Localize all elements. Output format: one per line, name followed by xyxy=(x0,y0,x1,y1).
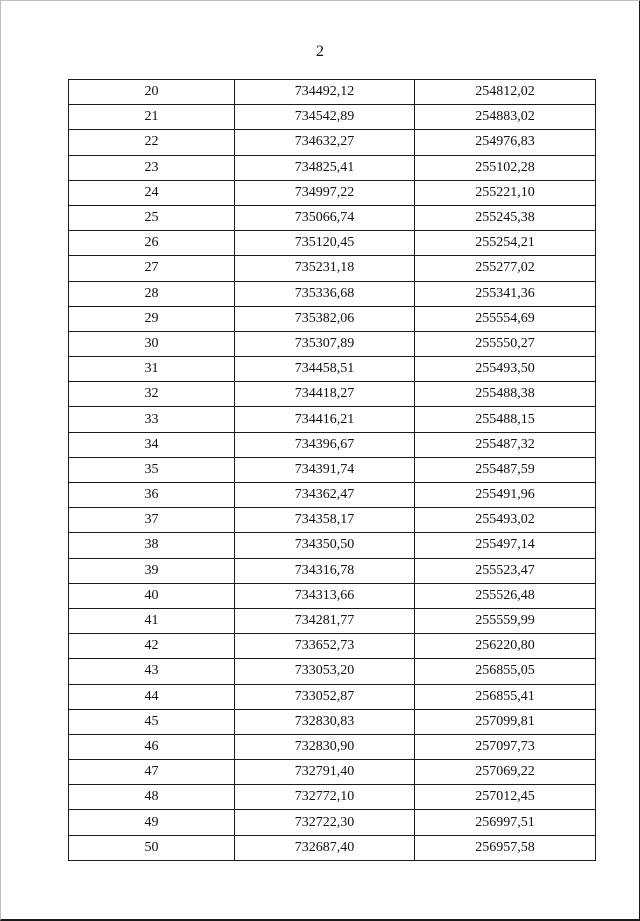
x-coordinate-cell: 734492,12 xyxy=(235,80,415,105)
table-row xyxy=(69,180,596,205)
table-row xyxy=(69,205,596,230)
x-coordinate-cell: 734632,27 xyxy=(235,130,415,155)
x-coordinate-cell: 735231,18 xyxy=(235,256,415,281)
x-coordinate-cell: 734825,41 xyxy=(235,155,415,180)
x-coordinate-cell: 735382,06 xyxy=(235,306,415,331)
table-row xyxy=(69,533,596,558)
y-coordinate-cell: 256957,58 xyxy=(415,835,596,860)
y-coordinate-cell: 254812,02 xyxy=(415,80,596,105)
y-coordinate-cell: 255277,02 xyxy=(415,256,596,281)
table-row xyxy=(69,306,596,331)
table-row xyxy=(69,734,596,759)
x-coordinate-cell: 733053,20 xyxy=(235,659,415,684)
point-number-cell: 30 xyxy=(69,331,235,356)
x-coordinate-cell: 734391,74 xyxy=(235,457,415,482)
x-coordinate-cell: 735066,74 xyxy=(235,205,415,230)
x-coordinate-cell: 733052,87 xyxy=(235,684,415,709)
y-coordinate-cell: 257099,81 xyxy=(415,709,596,734)
y-coordinate-cell: 254883,02 xyxy=(415,105,596,130)
point-number-cell: 43 xyxy=(69,659,235,684)
x-coordinate-cell: 732791,40 xyxy=(235,760,415,785)
table-row xyxy=(69,583,596,608)
table-row xyxy=(69,457,596,482)
point-number-cell: 25 xyxy=(69,205,235,230)
point-number-cell: 35 xyxy=(69,457,235,482)
y-coordinate-cell: 255523,47 xyxy=(415,558,596,583)
table-row xyxy=(69,608,596,633)
table-row xyxy=(69,508,596,533)
point-number-cell: 39 xyxy=(69,558,235,583)
point-number-cell: 45 xyxy=(69,709,235,734)
x-coordinate-cell: 735307,89 xyxy=(235,331,415,356)
table-row xyxy=(69,785,596,810)
x-coordinate-cell: 732830,83 xyxy=(235,709,415,734)
y-coordinate-cell: 255497,14 xyxy=(415,533,596,558)
table-row xyxy=(69,810,596,835)
y-coordinate-cell: 257097,73 xyxy=(415,734,596,759)
table-row xyxy=(69,357,596,382)
point-number-cell: 31 xyxy=(69,357,235,382)
point-number-cell: 44 xyxy=(69,684,235,709)
y-coordinate-cell: 255550,27 xyxy=(415,331,596,356)
x-coordinate-cell: 735120,45 xyxy=(235,231,415,256)
point-number-cell: 37 xyxy=(69,508,235,533)
y-coordinate-cell: 255526,48 xyxy=(415,583,596,608)
point-number-cell: 32 xyxy=(69,382,235,407)
point-number-cell: 23 xyxy=(69,155,235,180)
point-number-cell: 38 xyxy=(69,533,235,558)
y-coordinate-cell: 254976,83 xyxy=(415,130,596,155)
x-coordinate-cell: 734396,67 xyxy=(235,432,415,457)
x-coordinate-cell: 734316,78 xyxy=(235,558,415,583)
point-number-cell: 46 xyxy=(69,734,235,759)
table-row xyxy=(69,105,596,130)
point-number-cell: 36 xyxy=(69,483,235,508)
table-row xyxy=(69,709,596,734)
table-row xyxy=(69,256,596,281)
table-row xyxy=(69,432,596,457)
table-row xyxy=(69,760,596,785)
x-coordinate-cell: 734362,47 xyxy=(235,483,415,508)
y-coordinate-cell: 255245,38 xyxy=(415,205,596,230)
point-number-cell: 41 xyxy=(69,608,235,633)
point-number-cell: 42 xyxy=(69,634,235,659)
point-number-cell: 47 xyxy=(69,760,235,785)
point-number-cell: 22 xyxy=(69,130,235,155)
point-number-cell: 34 xyxy=(69,432,235,457)
x-coordinate-cell: 735336,68 xyxy=(235,281,415,306)
y-coordinate-cell: 255102,28 xyxy=(415,155,596,180)
point-number-cell: 27 xyxy=(69,256,235,281)
y-coordinate-cell: 255493,50 xyxy=(415,357,596,382)
x-coordinate-cell: 734313,66 xyxy=(235,583,415,608)
table-row xyxy=(69,80,596,105)
table-row xyxy=(69,281,596,306)
x-coordinate-cell: 732722,30 xyxy=(235,810,415,835)
x-coordinate-cell: 732830,90 xyxy=(235,734,415,759)
table-row xyxy=(69,634,596,659)
point-number-cell: 26 xyxy=(69,231,235,256)
y-coordinate-cell: 255341,36 xyxy=(415,281,596,306)
point-number-cell: 28 xyxy=(69,281,235,306)
point-number-cell: 29 xyxy=(69,306,235,331)
y-coordinate-cell: 255491,96 xyxy=(415,483,596,508)
table-row xyxy=(69,558,596,583)
point-number-cell: 20 xyxy=(69,80,235,105)
y-coordinate-cell: 255487,59 xyxy=(415,457,596,482)
table-row xyxy=(69,155,596,180)
table-row xyxy=(69,231,596,256)
y-coordinate-cell: 255488,38 xyxy=(415,382,596,407)
y-coordinate-cell: 255254,21 xyxy=(415,231,596,256)
y-coordinate-cell: 257012,45 xyxy=(415,785,596,810)
point-number-cell: 50 xyxy=(69,835,235,860)
point-number-cell: 21 xyxy=(69,105,235,130)
table-row xyxy=(69,130,596,155)
table-row xyxy=(69,835,596,860)
y-coordinate-cell: 255488,15 xyxy=(415,407,596,432)
x-coordinate-cell: 734416,21 xyxy=(235,407,415,432)
y-coordinate-cell: 256997,51 xyxy=(415,810,596,835)
point-number-cell: 24 xyxy=(69,180,235,205)
y-coordinate-cell: 255559,99 xyxy=(415,608,596,633)
table-row xyxy=(69,331,596,356)
y-coordinate-cell: 255221,10 xyxy=(415,180,596,205)
x-coordinate-cell: 734281,77 xyxy=(235,608,415,633)
x-coordinate-cell: 734458,51 xyxy=(235,357,415,382)
x-coordinate-cell: 732772,10 xyxy=(235,785,415,810)
point-number-cell: 48 xyxy=(69,785,235,810)
point-number-cell: 49 xyxy=(69,810,235,835)
table-row xyxy=(69,382,596,407)
table-row xyxy=(69,684,596,709)
x-coordinate-cell: 734358,17 xyxy=(235,508,415,533)
coordinates-table-body xyxy=(69,80,596,861)
table-row xyxy=(69,483,596,508)
y-coordinate-cell: 255554,69 xyxy=(415,306,596,331)
x-coordinate-cell: 734997,22 xyxy=(235,180,415,205)
page-number: 2 xyxy=(316,43,324,60)
x-coordinate-cell: 734418,27 xyxy=(235,382,415,407)
coordinates-table xyxy=(68,79,596,861)
x-coordinate-cell: 734350,50 xyxy=(235,533,415,558)
y-coordinate-cell: 256855,41 xyxy=(415,684,596,709)
x-coordinate-cell: 734542,89 xyxy=(235,105,415,130)
y-coordinate-cell: 257069,22 xyxy=(415,760,596,785)
table-row xyxy=(69,659,596,684)
table-row xyxy=(69,407,596,432)
y-coordinate-cell: 255493,02 xyxy=(415,508,596,533)
x-coordinate-cell: 732687,40 xyxy=(235,835,415,860)
point-number-cell: 33 xyxy=(69,407,235,432)
x-coordinate-cell: 733652,73 xyxy=(235,634,415,659)
y-coordinate-cell: 255487,32 xyxy=(415,432,596,457)
y-coordinate-cell: 256855,05 xyxy=(415,659,596,684)
y-coordinate-cell: 256220,80 xyxy=(415,634,596,659)
point-number-cell: 40 xyxy=(69,583,235,608)
